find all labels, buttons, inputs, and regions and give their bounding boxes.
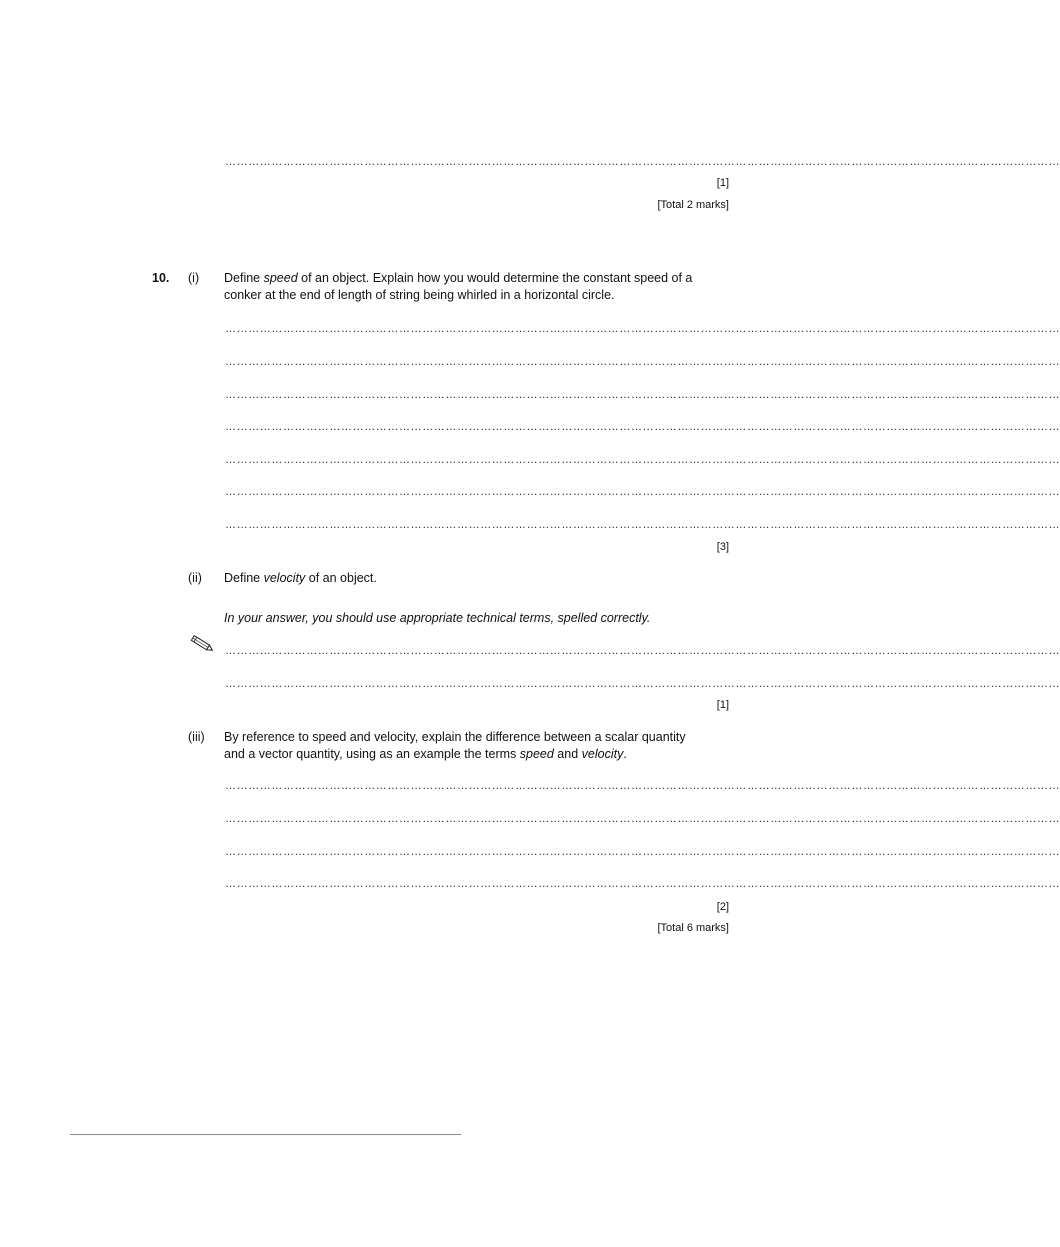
question-number: 10. [152, 271, 170, 285]
pencil-icon [188, 633, 216, 655]
answer-line[interactable]: ……………………………………………………………………………………………………………………………………………………………………………………………… [225, 389, 1060, 401]
question-text-ii: Define velocity of an object. [224, 571, 377, 585]
answer-line[interactable]: ……………………………………………………………………………………………………………………………………………………………………………………………… [225, 486, 1060, 498]
answer-line[interactable]: ……………………………………………………………………………………………………………………………………………………………………………………………… [225, 878, 1060, 890]
mark-allocation: [3] [716, 541, 729, 553]
answer-line[interactable]: ……………………………………………………………………………………………………………………………………………………………………………………………… [225, 156, 1060, 168]
qwc-instruction: In your answer, you should use appropriate technical terms, spelled correctly. [224, 611, 651, 625]
footer-divider [70, 1134, 461, 1135]
answer-line[interactable]: ……………………………………………………………………………………………………………………………………………………………………………………………… [225, 813, 1060, 825]
answer-line[interactable]: ……………………………………………………………………………………………………………………………………………………………………………………………… [225, 421, 1060, 433]
mark-allocation: [2] [716, 901, 729, 913]
answer-line[interactable]: ……………………………………………………………………………………………………………………………………………………………………………………………… [225, 846, 1060, 858]
term-speed: speed [519, 747, 554, 761]
question-text-iii: By reference to speed and velocity, explain the difference between a scalar quantity and a vector quantity, using as an example the terms speed and velocity. [224, 730, 686, 761]
answer-line[interactable]: ……………………………………………………………………………………………………………………………………………………………………………………………… [225, 519, 1060, 531]
term-velocity: velocity [263, 571, 306, 585]
answer-line[interactable]: ……………………………………………………………………………………………………………………………………………………………………………………………… [225, 780, 1060, 792]
question-text-i: Define speed of an object. Explain how you would determine the constant speed of a conker at the end of length of string being whirled in a horizontal circle. [224, 271, 693, 302]
term-velocity: velocity [581, 747, 624, 761]
answer-line[interactable]: ……………………………………………………………………………………………………………………………………………………………………………………………… [225, 454, 1060, 466]
mark-allocation: [1] [716, 699, 729, 711]
answer-line[interactable]: ……………………………………………………………………………………………………………………………………………………………………………………………… [225, 678, 1060, 690]
total-marks: [Total 6 marks] [657, 922, 729, 934]
answer-line[interactable]: ……………………………………………………………………………………………………………………………………………………………………………………………… [225, 645, 1060, 657]
mark-allocation: [1] [716, 177, 729, 189]
answer-line[interactable]: ……………………………………………………………………………………………………………………………………………………………………………………………… [225, 356, 1060, 368]
answer-line[interactable]: ……………………………………………………………………………………………………………………………………………………………………………………………… [225, 323, 1060, 335]
term-speed: speed [263, 271, 298, 285]
part-label-ii: (ii) [188, 571, 202, 585]
total-marks: [Total 2 marks] [657, 199, 729, 211]
part-label-i: (i) [188, 271, 200, 285]
part-label-iii: (iii) [188, 730, 205, 744]
